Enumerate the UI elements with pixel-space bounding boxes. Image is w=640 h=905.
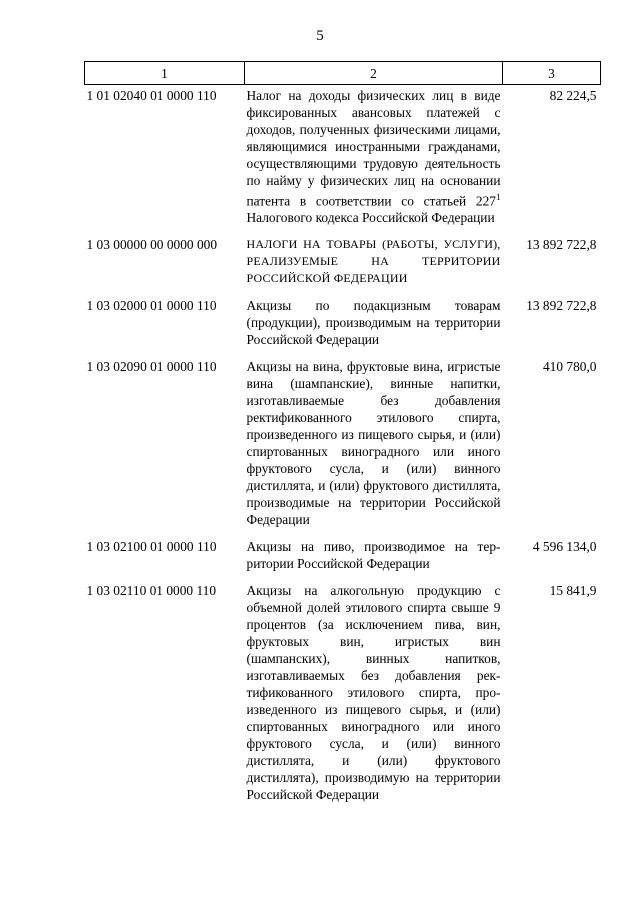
- table-row: [85, 580, 601, 811]
- revenue-name: Акцизы на алкогольную продукцию с объемной долей этилового спирта свыше 9 процентов (за исключением пива, вин, фруктовых вин, игристых вин (шампанских), винных напитков, изготавливаемых без добавления ректификованного этилового спирта, произведенного из пищевого сырья, и (или) спиртованных виноградного или иного фруктового сусла, и (или) винного дистиллята, и (или) фруктового дистиллята), производимую на территории Российской Федерации: [246, 583, 501, 803]
- revenue-name: НАЛОГИ НА ТОВАРЫ (РАБОТЫ, УСЛУГИ), РЕАЛИЗУЕМЫЕ НА ТЕРРИТОРИИ РОССИЙСКОЙ ФЕДЕРАЦИИ: [246, 237, 501, 286]
- revenue-name: [245, 85, 503, 235]
- revenue-amount: 15 841,9: [549, 583, 597, 599]
- revenue-name-text: Налог на доходы физических лиц в виде фиксированных авансовых платежей с доходов, полученных физическими лицами, являющимися иностранными гражданами, осуществляющими трудовую деятельность по найму у физических лиц на основании патента в соответствии со статьей 227: [246, 88, 501, 209]
- revenue-amount: 410 780,0: [542, 359, 597, 375]
- revenue-name: Акцизы по подакцизным товарам (продукции), производимым на территории Российской Федерации: [246, 298, 501, 348]
- revenue-amount: 4 596 134,0: [532, 539, 597, 555]
- budget-code: 1 01 02040 01 0000 110: [86, 88, 217, 103]
- page-number: 5: [316, 28, 324, 44]
- budget-code: 1 03 02000 01 0000 110: [86, 298, 217, 314]
- budget-code: 1 03 02090 01 0000 110: [86, 359, 217, 375]
- revenue-name: Акцизы на пиво, производимое на территории Российской Федерации: [246, 539, 501, 572]
- column-header-code: 1: [85, 62, 245, 85]
- budget-code: 1 03 00000 00 0000 000: [86, 237, 218, 253]
- article-superscript: 1: [496, 192, 501, 202]
- table-row: [85, 85, 601, 235]
- revenue-table: [84, 61, 601, 811]
- table-row: [85, 234, 601, 295]
- column-header-name: 2: [245, 62, 503, 85]
- column-header-amount: 3: [503, 62, 601, 85]
- table-row: [85, 536, 601, 580]
- revenue-name: Акцизы на вина, фруктовые вина, игристые вина (шампанские), винные напитки, изготавливаемые без добавления ректификованного этилового спирта, произведенного из пищевого сырья, и (или) спиртованных виноградного или иного фруктового сусла, и (или) винного дистиллята, и (или) фруктового дистиллята, производимые на территории Российской Федерации: [246, 359, 501, 528]
- revenue-amount: 82 224,5: [549, 88, 597, 103]
- budget-code: 1 03 02110 01 0000 110: [86, 583, 217, 599]
- revenue-amount: 13 892 722,8: [526, 237, 597, 253]
- table-header: [85, 62, 601, 85]
- budget-code: 1 03 02100 01 0000 110: [86, 539, 217, 555]
- table-row: [85, 356, 601, 536]
- revenue-name-tail: Налогового кодекса Российской Федерации: [246, 210, 495, 226]
- revenue-amount: 13 892 722,8: [526, 298, 597, 314]
- table-row: [85, 295, 601, 356]
